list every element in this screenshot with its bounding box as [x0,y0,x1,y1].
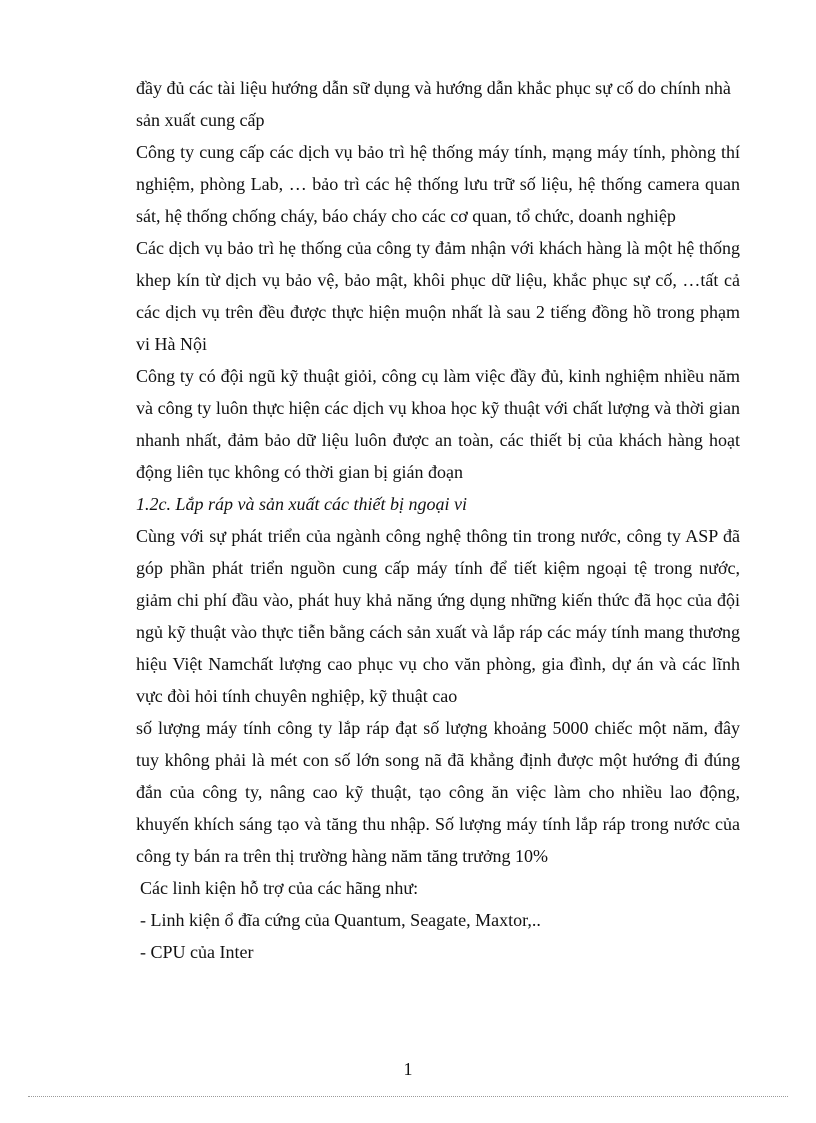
footer-divider [28,1096,788,1097]
paragraph: số lượng máy tính công ty lắp ráp đạt số lượng khoảng 5000 chiếc một năm, đây tuy không phải là mét con số lớn song nã đã khẳng định được một hướng đi đúng đắn của công ty, nâng cao kỹ thuật, tạo công ăn việc làm cho nhiều lao động, khuyến khích sáng tạo và tăng thu nhập. Số lượng máy tính lắp ráp trong nước của công ty bán ra trên thị trường hàng năm tăng trưởng 10% [136,718,740,866]
document-body [136,72,740,968]
paragraph: Công ty có đội ngũ kỹ thuật giỏi, công cụ làm việc đầy đủ, kinh nghiệm nhiều năm và công ty luôn thực hiện các dịch vụ khoa học kỹ thuật với chất lượng và thời gian nhanh nhất, đảm bảo dữ liệu luôn được an toàn, các thiết bị của khách hàng hoạt động liên tục không có thời gian bị gián đoạn [136,366,740,482]
components-intro: Các linh kiện hỗ trợ của các hãng như: [140,878,419,898]
paragraph: đầy đủ các tài liệu hướng dẫn sữ dụng và hướng dẫn khắc phục sự cố do chính nhà sản xuất cung cấp [136,78,731,130]
list-item: - CPU của Inter [140,942,254,962]
paragraph: Cùng với sự phát triển của ngành công nghệ thông tin trong nước, công ty ASP đã góp phần phát triển nguồn cung cấp máy tính để tiết kiệm ngoại tệ trong nước, giảm chi phí đầu vào, phát huy khả năng ứng dụng những kiến thức đã học của đội ngủ kỹ thuật vào thực tiễn bằng cách sản xuất và lắp ráp các máy tính mang thương hiệu Việt Namchất lượng cao phục vụ cho văn phòng, gia đình, dự án và các lĩnh vực đòi hỏi tính chuyên nghiệp, kỹ thuật cao [136,526,740,706]
paragraph: Công ty cung cấp các dịch vụ bảo trì hệ thống máy tính, mạng máy tính, phòng thí nghiệm, phòng Lab, … bảo trì các hệ thống lưu trữ số liệu, hệ thống camera quan sát, hệ thống chống cháy, báo cháy cho các cơ quan, tổ chức, doanh nghiệp [136,142,740,226]
page-number: 1 [403,1059,413,1079]
section-heading: 1.2c. Lắp ráp và sản xuất các thiết bị ngoại vi [136,494,467,514]
paragraph: Các dịch vụ bảo trì hẹ thống của công ty đảm nhận với khách hàng là một hệ thống khep kín từ dịch vụ bảo vệ, bảo mật, khôi phục dữ liệu, khắc phục sự cố, …tất cả các dịch vụ trên đều được thực hiện muộn nhất là sau 2 tiếng đồng hồ trong phạm vi Hà Nội [136,238,740,354]
list-item: - Linh kiện ổ đĩa cứng của Quantum, Seagate, Maxtor,.. [140,910,541,930]
